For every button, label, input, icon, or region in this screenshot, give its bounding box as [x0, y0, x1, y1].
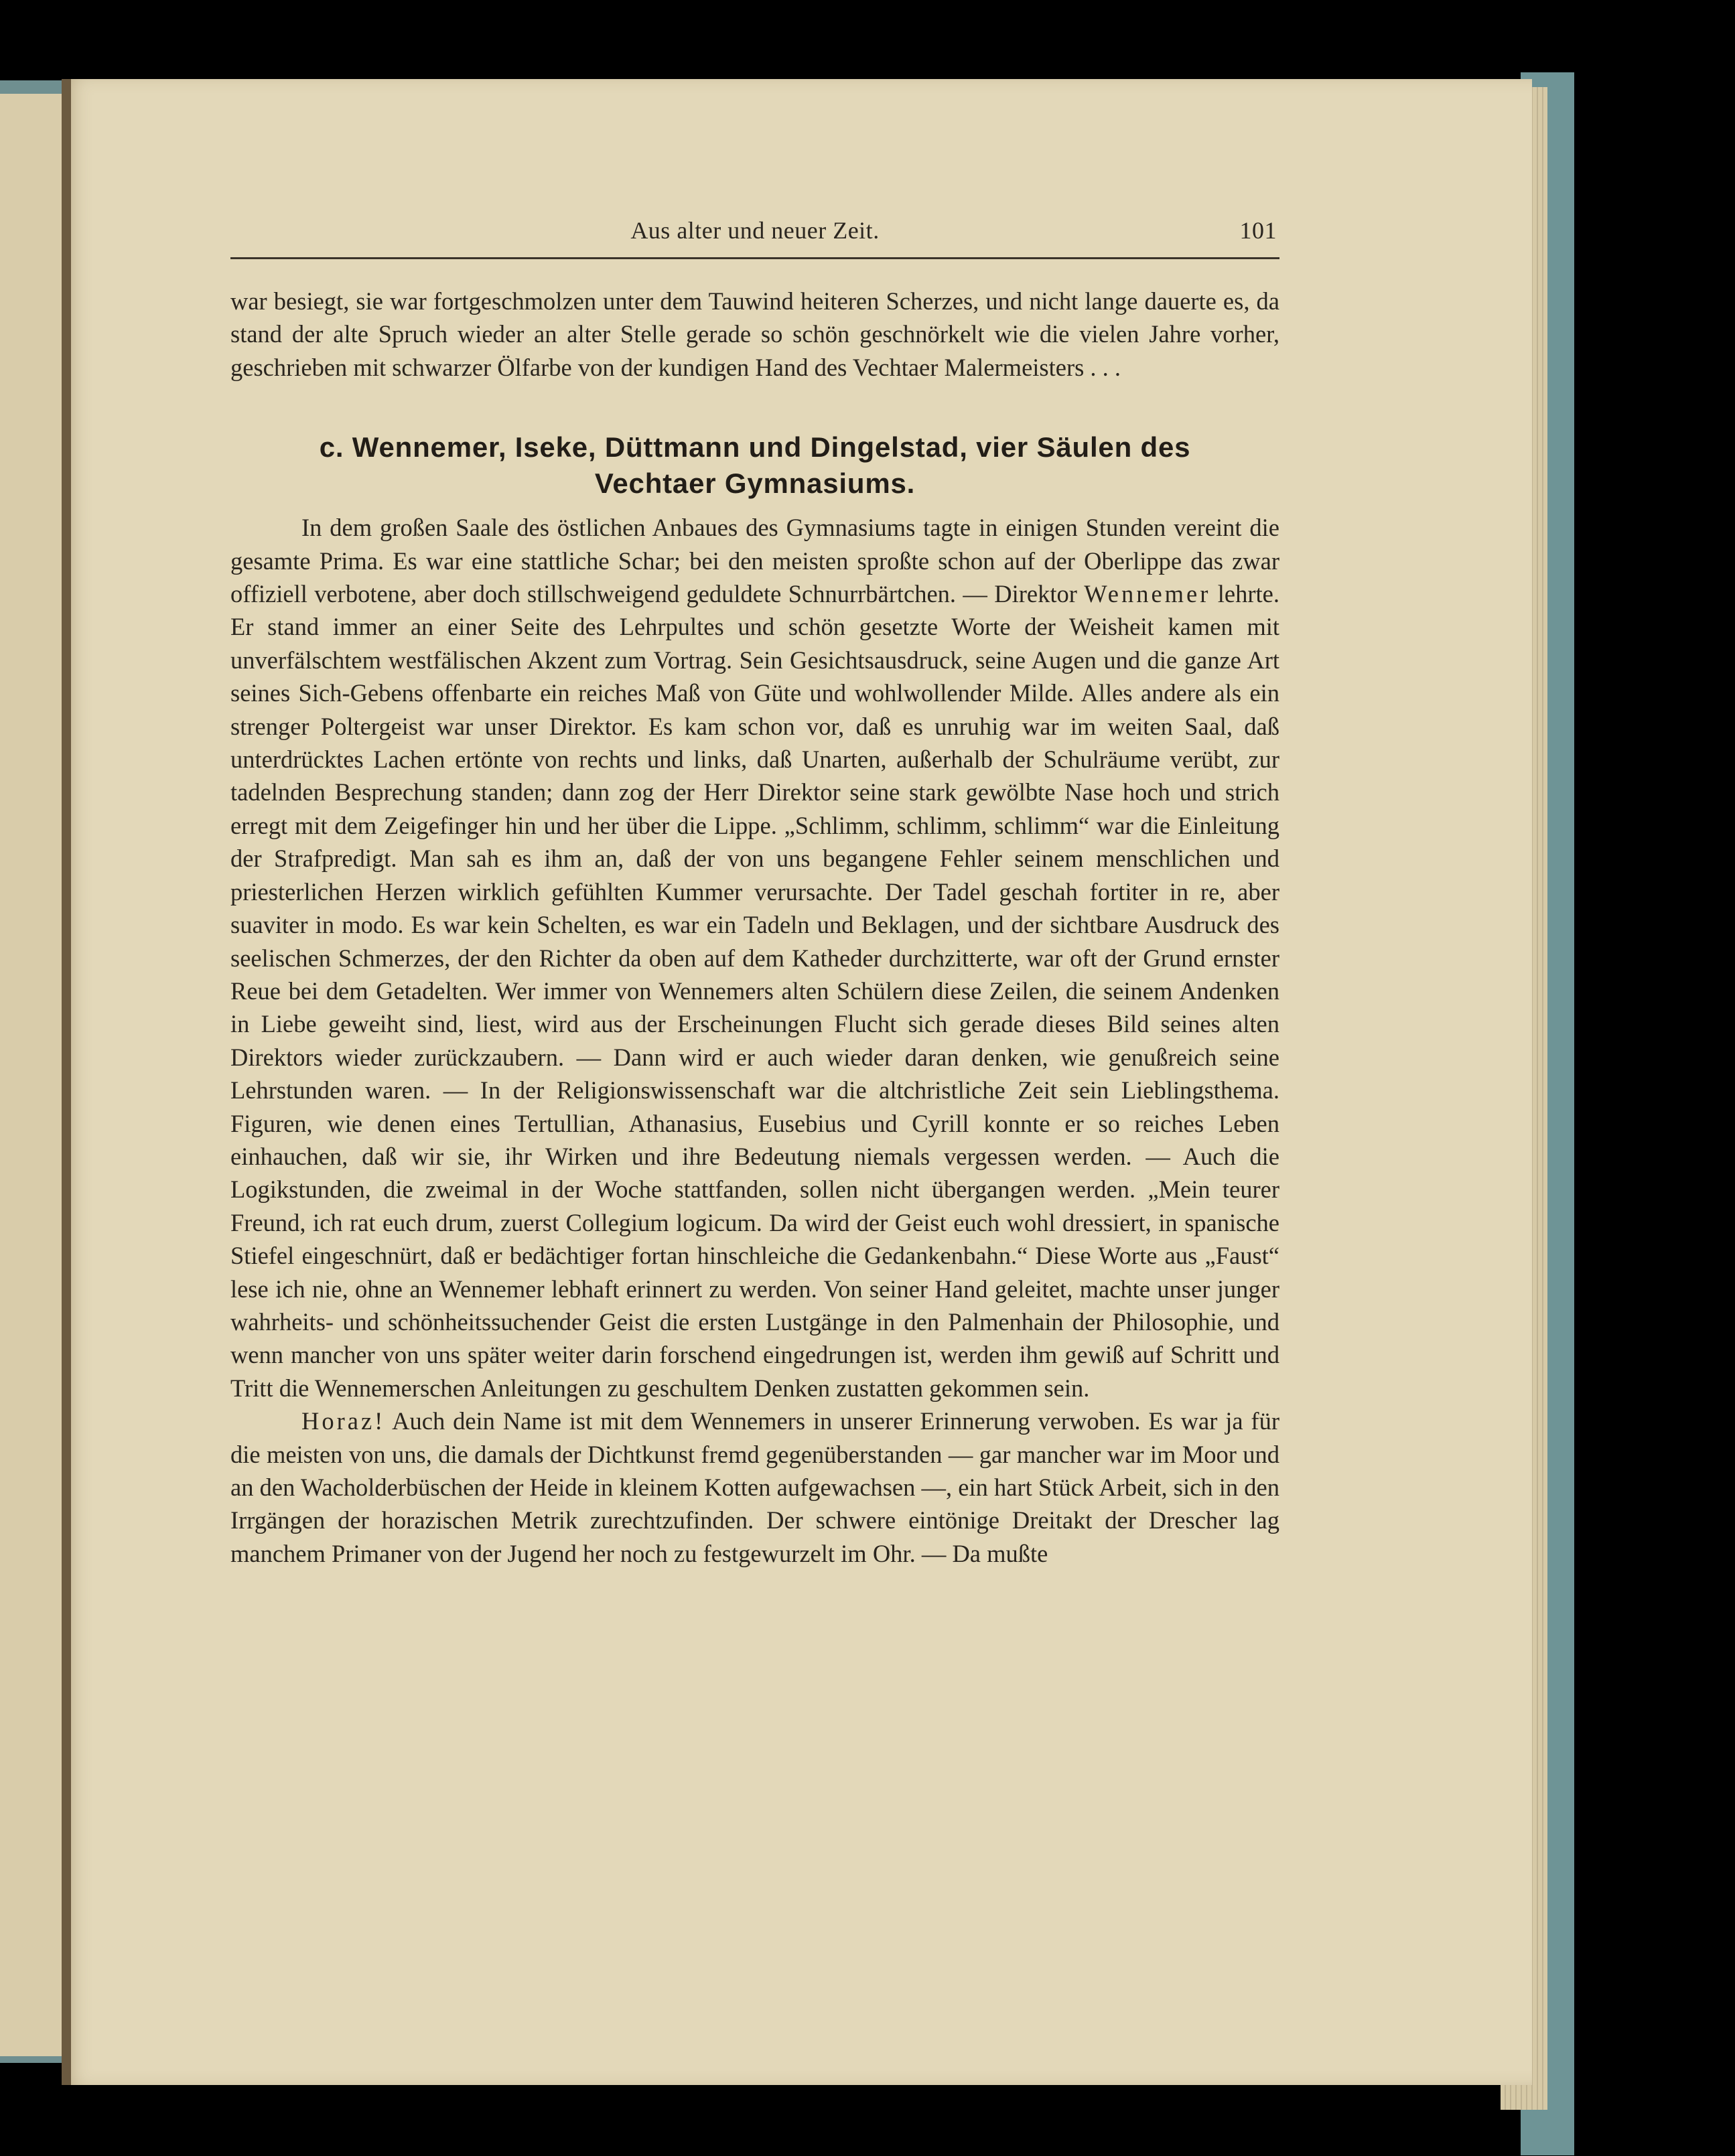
paragraph-horaz-text: Auch dein Name ist mit dem Wennemers in unserer Erinnerung verwoben. Es war ja für die meisten von uns, die damals der Dichtkunst fremd gegenüberstanden — gar mancher war im Moor und an den Wacholderbüschen der Heide in kleinem Kotten aufgewachsen —, ein hart Stück Arbeit, sich in den Irrgängen der horazischen Metrik zurechtzufinden. Der schwere eintönige Dreitakt der Drescher lag manchem Primaner von der Jugend her noch zu festgewurzelt im Ohr. — Da mußte	[230, 1407, 1279, 1567]
running-title: Aus alter und neuer Zeit.	[630, 217, 880, 244]
facing-page-edge	[0, 94, 64, 2056]
name-wennemer: Wennemer	[1084, 580, 1211, 608]
paragraph-wennemer	[230, 511, 1279, 1405]
section-heading	[230, 429, 1279, 502]
section-heading-line-2: Vechtaer Gymnasiums.	[594, 468, 916, 500]
page-number: 101	[1239, 217, 1277, 244]
running-header	[230, 211, 1279, 251]
name-horaz: Horaz!	[301, 1407, 386, 1435]
paragraph-continuation: war besiegt, sie war fortgeschmolzen unter dem Tauwind heiteren Scherzes, und nicht lange dauerte es, da stand der alte Spruch wieder an alter Stelle gerade so schön geschnörkelt wie die vielen Jahre vorher, geschrieben mit schwarzer Ölfarbe von der kundigen Hand des Vechtaer Malermeisters . . .	[230, 287, 1279, 381]
paragraph-wennemer-part-2: lehrte. Er stand immer an einer Seite des Lehrpultes und schön gesetzte Worte der Weisheit kamen mit unverfälschtem westfälischen Akzent zum Vortrag. Sein Gesichtsausdruck, seine Augen und die ganze Art seines Sich-Gebens offenbarte ein reiches Maß von Güte und wohlwollender Milde. Alles andere als ein strenger Poltergeist war unser Direktor. Es kam schon vor, daß es unruhig war im weiten Saal, daß unterdrücktes Lachen ertönte von rechts und links, daß Unarten, außerhalb der Schulräume verübt, zur tadelnden Besprechung standen; dann zog der Herr Direktor seine stark gewölbte Nase hoch und strich erregt mit dem Zeigefinger hin und her über die Lippe. „Schlimm, schlimm, schlimm“ war die Einleitung der Strafpredigt. Man sah es ihm an, daß der von uns begangene Fehler seinem menschlichen und priesterlichen Herzen wirklich gefühlten Kummer verursachte. Der Tadel geschah fortiter in re, aber suaviter in modo. Es war kein Schelten, es war ein Tadeln und Beklagen, und der sichtbare Ausdruck des seelischen Schmerzes, der den Richter da oben auf dem Katheder durchzitterte, war oft der Grund ernster Reue bei dem Getadelten. Wer immer von Wennemers alten Schülern diese Zeilen, die seinem Andenken in Liebe geweiht sind, liest, wird aus der Erscheinungen Flucht sich gerade dieses Bild seines alten Direktors wieder zurückzaubern. — Dann wird er auch wieder daran denken, wie genußreich seine Lehrstunden waren. — In der Religionswissenschaft war die altchristliche Zeit sein Lieblingsthema. Figuren, wie denen eines Tertullian, Athanasius, Eusebius und Cyrill konnte er so reiches Leben einhauchen, daß wir sie, ihr Wirken und ihre Bedeutung niemals vergessen werden. — Auch die Logikstunden, die zweimal in der Woche stattfanden, sollen nicht übergangen werden. „Mein teurer Freund, ich rat euch drum, zuerst Collegium logicum. Da wird der Geist euch wohl dressiert, in spanische Stiefel eingeschnürt, daß er bedächtiger fortan hinschleiche die Gedankenbahn.“ Diese Worte aus „Faust“ lese ich nie, ohne an Wennemer lebhaft erinnert zu werden. Von seiner Hand geleitet, machte unser junger wahrheits- und schönheitssuchender Geist die ersten Lustgänge in den Palmenhain der Philosophie, und wenn mancher von uns später weiter darin forschend eingedrungen ist, werden ihm gewiß auf Schritt und Tritt die Wennemerschen Anleitungen zu geschultem Denken zustatten gekommen sein.	[230, 580, 1279, 1402]
section-heading-line-1: c. Wennemer, Iseke, Düttmann und Dingelstad, vier Säulen des	[319, 431, 1191, 463]
paragraph-wennemer-part-1: In dem großen Saale des östlichen Anbaues des Gymnasiums tagte in einigen Stunden vereint die gesamte Prima. Es war eine stattliche Schar; bei den meisten sproßte schon auf der Oberlippe das zwar offiziell verbotene, aber doch stillschweigend geduldete Schnurrbärtchen. — Direktor	[230, 514, 1279, 608]
header-rule	[230, 257, 1279, 259]
paragraph-horaz	[230, 1405, 1279, 1570]
book-gutter	[62, 79, 71, 2085]
text-block	[230, 285, 1279, 1570]
